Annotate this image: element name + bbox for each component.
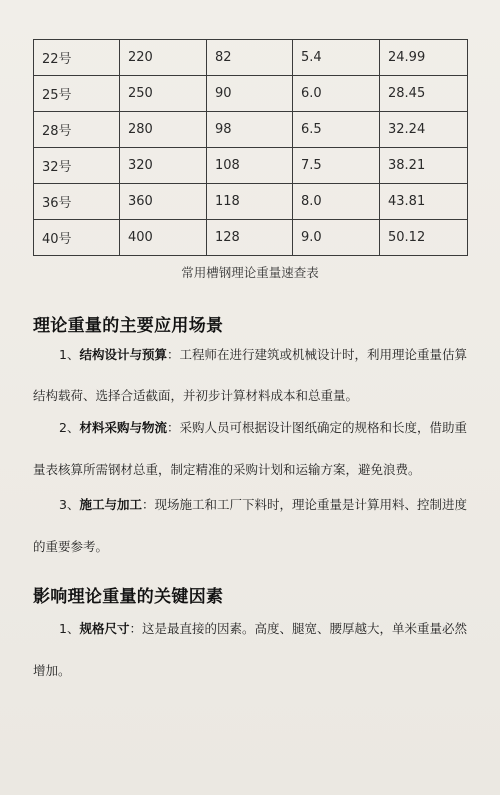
section-heading-factors: 影响理论重量的关键因素	[33, 587, 224, 607]
table-cell: 320	[120, 148, 207, 184]
item-number: 1、	[59, 621, 80, 636]
section-heading-applications: 理论重量的主要应用场景	[33, 316, 224, 336]
table-caption: 常用槽钢理论重量速查表	[181, 265, 319, 280]
channel-steel-weight-table	[33, 39, 468, 256]
item-term: 施工与加工	[79, 497, 142, 512]
item-text: 采购人员可根据设计图纸确定的规格和长度，借助重	[179, 420, 467, 435]
table-cell: 6.5	[293, 112, 380, 148]
item-text-continued: 增加。	[33, 663, 71, 678]
item-term: 材料采购与物流	[79, 420, 167, 435]
application-item-design	[33, 349, 473, 402]
table-cell: 250	[120, 76, 207, 112]
item-separator: ：	[141, 497, 155, 512]
table-cell: 128	[207, 220, 293, 256]
item-first-line	[33, 422, 473, 434]
item-number: 3、	[59, 497, 80, 512]
table-cell: 8.0	[293, 184, 380, 220]
item-separator: ：	[166, 347, 180, 362]
table-row	[34, 148, 468, 184]
table-cell: 50.12	[380, 220, 468, 256]
table-cell: 82	[207, 40, 293, 76]
table-cell: 5.4	[293, 40, 380, 76]
table-cell: 32.24	[380, 112, 468, 148]
table-cell: 108	[207, 148, 293, 184]
table-row	[34, 40, 468, 76]
item-separator: ：	[166, 420, 180, 435]
table-cell: 220	[120, 40, 207, 76]
item-text-continued: 的重要参考。	[33, 539, 109, 554]
table-body	[34, 40, 468, 256]
application-item-procurement	[33, 422, 473, 476]
item-term: 结构设计与预算	[79, 347, 167, 362]
item-first-line	[33, 623, 473, 635]
table-row	[34, 112, 468, 148]
item-separator: ：	[129, 621, 142, 636]
item-first-line	[33, 499, 473, 511]
table-cell: 280	[120, 112, 207, 148]
table-cell: 28.45	[380, 76, 468, 112]
item-text-continued: 结构载荷、选择合适截面，并初步计算材料成本和总重量。	[33, 388, 359, 403]
table-cell: 25号	[34, 76, 120, 112]
factor-item-dimensions	[33, 623, 473, 677]
table-cell: 118	[207, 184, 293, 220]
table-cell: 32号	[34, 148, 120, 184]
item-first-line	[33, 349, 473, 361]
item-text: 现场施工和工厂下料时，理论重量是计算用料、控制进度	[154, 497, 467, 512]
table-cell: 400	[120, 220, 207, 256]
table-cell: 38.21	[380, 148, 468, 184]
table-cell: 98	[207, 112, 293, 148]
table-cell: 40号	[34, 220, 120, 256]
table-row	[34, 76, 468, 112]
item-text: 工程师在进行建筑或机械设计时，利用理论重量估算	[179, 347, 467, 362]
item-number: 2、	[59, 420, 80, 435]
table-cell: 360	[120, 184, 207, 220]
table-cell: 7.5	[293, 148, 380, 184]
table-cell: 6.0	[293, 76, 380, 112]
table-cell: 24.99	[380, 40, 468, 76]
table-cell: 22号	[34, 40, 120, 76]
item-text-continued: 量表核算所需钢材总重，制定精准的采购计划和运输方案，避免浪费。	[33, 462, 421, 477]
item-term: 规格尺寸	[79, 621, 130, 636]
table-cell: 90	[207, 76, 293, 112]
table-cell: 36号	[34, 184, 120, 220]
item-text: 这是最直接的因素。高度、腿宽、腰厚越大，单米重量必然	[141, 621, 467, 636]
table-cell: 43.81	[380, 184, 468, 220]
table-row	[34, 184, 468, 220]
table-cell: 9.0	[293, 220, 380, 256]
table-row	[34, 220, 468, 256]
item-number: 1、	[59, 347, 80, 362]
application-item-construction	[33, 499, 473, 553]
table-cell: 28号	[34, 112, 120, 148]
